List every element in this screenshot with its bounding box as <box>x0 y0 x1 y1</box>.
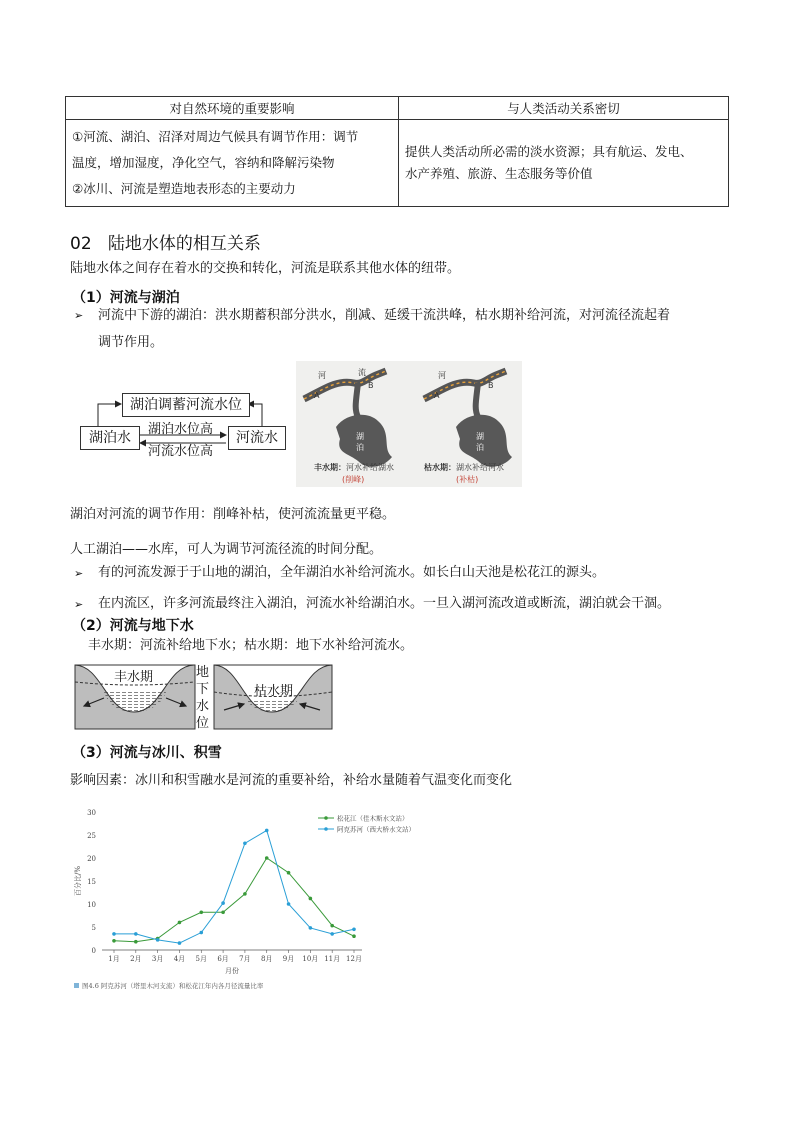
data-point <box>178 921 182 925</box>
caption-marker <box>74 983 79 988</box>
data-point <box>112 932 116 936</box>
map-point-b: B <box>488 381 494 390</box>
caption-text: 河水补给湖水 <box>346 463 394 472</box>
table-cell-right <box>399 120 729 207</box>
table-cell-left <box>66 120 399 207</box>
table-text: 水产养殖、旅游、生态服务等价值 <box>405 166 593 181</box>
data-point <box>309 926 313 930</box>
bullet-text: 在内流区，许多河流最终注入湖泊，河流水补给湖泊水。一旦入湖河流改道或断流，湖泊就会干涸。 <box>98 596 671 611</box>
caption-bold: 枯水期： <box>424 463 456 472</box>
map-caption-left <box>314 462 394 473</box>
map-lake-label: 湖泊 <box>476 432 484 452</box>
map-river-label: 河 <box>438 371 446 380</box>
y-axis-label: 百分比/% <box>74 865 82 897</box>
data-point <box>221 910 225 914</box>
map-point-a: A <box>434 391 440 400</box>
bullet-text: 河流中下游的湖泊：洪水期蓄积部分洪水，削减、延缓干流洪峰，枯水期补给河流，对河流径流起着 <box>98 308 671 323</box>
table-text: ①河流、湖泊、沼泽对周边气候具有调节作用：调节 <box>72 129 359 144</box>
legend-marker <box>324 816 328 820</box>
x-tick-label: 7月 <box>239 955 251 963</box>
label-char: 下 <box>196 682 210 697</box>
data-point <box>199 910 203 914</box>
x-tick-label: 2月 <box>130 955 142 963</box>
bullet-arrow-icon: ➢ <box>74 309 84 322</box>
legend-label: 松花江（佳木斯水文站） <box>337 814 409 823</box>
y-tick-label: 0 <box>91 947 96 955</box>
data-point <box>178 941 182 945</box>
table-header-left: 对自然环境的重要影响 <box>66 97 399 120</box>
label-char: 水 <box>196 699 210 714</box>
chart-caption: 图4.6 阿克苏河（塔里木河支流）和松花江年内各月径流量比率 <box>82 982 264 990</box>
note-text: 湖泊对河流的调节作用：削峰补枯，使河流流量更平稳。 <box>70 507 396 522</box>
flood-season-label: 丰水期 <box>114 670 154 685</box>
map-note-right: (补枯) <box>456 475 479 484</box>
section-title: 02 陆地水体的相互关系 <box>70 234 261 254</box>
legend-marker <box>324 827 328 831</box>
data-point <box>112 939 116 943</box>
legend-label: 阿克苏河（西大桥水文站） <box>337 825 415 834</box>
map-point-a: A <box>314 391 320 400</box>
note-text: 人工湖泊——水库，可人为调节河流径流的时间分配。 <box>70 542 383 557</box>
map-point-b: B <box>368 381 374 390</box>
y-tick-label: 25 <box>87 832 96 840</box>
bullet-text: 调节作用。 <box>98 335 164 350</box>
map-river-label: 河 <box>318 371 326 380</box>
data-point <box>265 829 269 833</box>
data-point <box>243 841 247 845</box>
subsection-title: （1）河流与湖泊 <box>72 290 180 306</box>
subsection-text: 影响因素：冰川和积雪融水是河流的重要补给，补给水量随着气温变化而变化 <box>70 773 513 788</box>
series-line <box>114 830 354 943</box>
subsection-title: （3）河流与冰川、积雪 <box>72 745 222 761</box>
data-point <box>287 871 291 875</box>
lake-water-box: 湖泊水 <box>80 426 140 450</box>
data-point <box>221 901 225 905</box>
x-tick-label: 4月 <box>173 955 186 963</box>
section-intro: 陆地水体之间存在着水的交换和转化，河流是联系其他水体的纽带。 <box>70 261 461 276</box>
y-tick-label: 5 <box>91 924 96 932</box>
x-tick-label: 5月 <box>195 955 208 963</box>
runoff-chart <box>72 800 422 994</box>
map-lake-label: 湖泊 <box>356 432 364 452</box>
dry-season-label: 枯水期 <box>254 684 294 699</box>
map-caption-right <box>424 462 504 473</box>
x-tick-label: 11月 <box>324 955 341 963</box>
bullet-text: 有的河流发源于于山地的湖泊，全年湖泊水补给河流水。如长白山天池是松花江的源头。 <box>98 565 606 580</box>
data-point <box>309 897 313 901</box>
data-point <box>352 928 356 932</box>
groundwater-level-label <box>196 664 210 732</box>
label-char: 地 <box>196 665 210 680</box>
x-tick-label: 12月 <box>346 955 362 963</box>
data-point <box>330 924 334 928</box>
x-tick-label: 6月 <box>217 955 229 963</box>
data-point <box>134 932 138 936</box>
x-tick-label: 8月 <box>260 955 273 963</box>
x-tick-label: 9月 <box>282 955 295 963</box>
table-text: 提供人类活动所必需的淡水资源；具有航运、发电、 <box>405 144 693 159</box>
x-tick-label: 1月 <box>108 955 120 963</box>
y-tick-label: 15 <box>87 878 96 886</box>
x-tick-label: 3月 <box>151 955 164 963</box>
map-note-left: (削峰) <box>342 475 365 484</box>
data-point <box>243 892 247 896</box>
river-water-box: 河流水 <box>228 426 286 450</box>
x-tick-label: 10月 <box>302 955 319 963</box>
top-box: 湖泊调蓄河流水位 <box>122 393 250 417</box>
bullet-arrow-icon: ➢ <box>74 567 84 580</box>
data-point <box>199 931 203 935</box>
table-text: ②冰川、河流是塑造地表形态的主要动力 <box>72 181 296 196</box>
subsection-text: 丰水期：河流补给地下水；枯水期：地下水补给河流水。 <box>88 638 414 653</box>
data-point <box>330 932 334 936</box>
data-point <box>352 934 356 938</box>
y-tick-label: 20 <box>87 855 96 863</box>
label-char: 位 <box>196 716 210 731</box>
series-line <box>114 858 354 942</box>
y-tick-label: 10 <box>87 901 96 909</box>
data-point <box>287 902 291 906</box>
y-tick-label: 30 <box>87 809 96 817</box>
table-header-right: 与人类活动关系密切 <box>399 97 729 120</box>
data-point <box>156 938 160 942</box>
caption-bold: 丰水期： <box>314 463 346 472</box>
lower-label: 河流水位高 <box>148 444 214 459</box>
caption-text: 湖水补给河水 <box>456 463 504 472</box>
map-river-label: 流 <box>358 368 366 377</box>
lake-river-maps <box>296 361 522 487</box>
comparison-table <box>65 96 729 207</box>
table-text: 温度，增加湿度，净化空气，容纳和降解污染物 <box>72 155 335 170</box>
data-point <box>134 940 138 944</box>
upper-label: 湖泊水位高 <box>148 422 214 437</box>
subsection-title: （2）河流与地下水 <box>72 618 194 634</box>
x-axis-label: 月份 <box>225 967 239 975</box>
data-point <box>265 856 269 860</box>
bullet-arrow-icon: ➢ <box>74 598 84 611</box>
